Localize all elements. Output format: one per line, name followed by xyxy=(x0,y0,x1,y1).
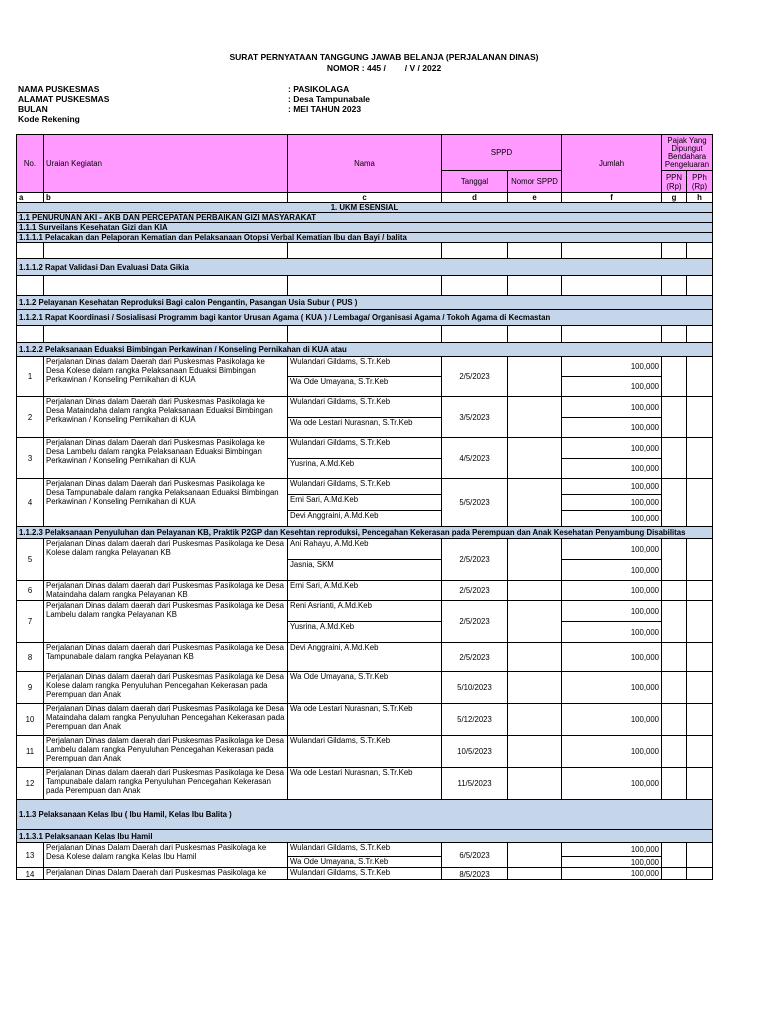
traveler-name: Jasnia, SKM xyxy=(288,560,442,581)
col-header-tanggal: Tanggal xyxy=(442,171,508,193)
amount: 100,000 xyxy=(562,704,662,736)
row-number: 5 xyxy=(17,539,44,581)
table-row xyxy=(17,438,713,459)
sppd-number xyxy=(508,539,562,581)
activity-description: Perjalanan Dinas dalam Daerah dari Puskesmas Pasikolaga ke Desa Mataindaha dalam rangka Pelaksanaan Eduaksi Bimbingan Perkawinan / Konseling Pernikahan di KUA xyxy=(44,397,288,438)
col-header-ppn: PPN (Rp) xyxy=(662,171,687,193)
table-row xyxy=(17,704,713,736)
ppn-cell xyxy=(662,479,687,527)
section-1-1-2-3: 1.1.2.3 Pelaksanaan Penyuluhan dan Pelayanan KB, Praktik P2GP dan Kesehtan reproduksi, Pencegahan Kekerasan pada Perempuan dan Anak Kesehatan Penyambung Disabilitas xyxy=(17,527,713,539)
row-number: 14 xyxy=(17,868,44,880)
sppd-number xyxy=(508,736,562,768)
travel-date: 8/5/2023 xyxy=(442,868,508,880)
travel-date: 10/5/2023 xyxy=(442,736,508,768)
amount: 100,000 xyxy=(562,511,662,527)
nomor-label: NOMOR : 445 / xyxy=(326,63,386,73)
table-row xyxy=(17,643,713,672)
section-1-1-3-1: 1.1.3.1 Pelaksanaan Kelas Ibu Hamil xyxy=(17,830,713,843)
col-letter-e: e xyxy=(508,193,562,203)
traveler-name: Erni Sari, A.Md.Keb xyxy=(288,581,442,601)
travel-date: 11/5/2023 xyxy=(442,768,508,800)
table-row xyxy=(17,768,713,800)
row-number: 8 xyxy=(17,643,44,672)
table-row xyxy=(17,479,713,495)
amount: 100,000 xyxy=(562,495,662,511)
sppd-number xyxy=(508,438,562,479)
traveler-name: Wulandari Gildams, S.Tr.Keb xyxy=(288,843,442,857)
traveler-name: Wulandari Gildams, S.Tr.Keb xyxy=(288,397,442,418)
amount: 100,000 xyxy=(562,768,662,800)
amount: 100,000 xyxy=(562,459,662,479)
travel-date: 5/10/2023 xyxy=(442,672,508,704)
pph-cell xyxy=(687,868,713,880)
activity-description: Perjalanan Dinas dalam daerah dari Puskesmas Pasikolaga ke Desa Tampunabale dalam rangka Penyuluhan Pencegahan Kekerasan pada Perempuan dan Anak xyxy=(44,768,288,800)
col-header-pph: PPh (Rp) xyxy=(687,171,713,193)
row-number: 13 xyxy=(17,843,44,868)
sppd-number xyxy=(508,843,562,868)
sppd-number xyxy=(508,672,562,704)
table-row xyxy=(17,397,713,418)
sppd-number xyxy=(508,397,562,438)
info-value-bulan: : MEI TAHUN 2023 xyxy=(288,104,362,114)
travel-date: 2/5/2023 xyxy=(442,601,508,643)
col-letter-f: f xyxy=(562,193,662,203)
section-1-1-3: 1.1.3 Pelaksanaan Kelas Ibu ( Ibu Hamil, Kelas Ibu Balita ) xyxy=(17,800,713,830)
col-header-nomor-sppd: Nomor SPPD xyxy=(508,171,562,193)
traveler-name: Yusrina, A.Md.Keb xyxy=(288,459,442,479)
amount: 100,000 xyxy=(562,560,662,581)
pph-cell xyxy=(687,479,713,527)
traveler-name: Wa ode Lestari Nurasnan, S.Tr.Keb xyxy=(288,418,442,438)
row-number: 1 xyxy=(17,357,44,397)
ppn-cell xyxy=(662,768,687,800)
travel-date: 6/5/2023 xyxy=(442,843,508,868)
pph-cell xyxy=(687,357,713,397)
amount: 100,000 xyxy=(562,622,662,643)
amount: 100,000 xyxy=(562,857,662,868)
activity-description: Perjalanan Dinas dalam Daerah dari Puskesmas Pasikolaga ke Desa Lambelu dalam rangka Pelaksanaan Eduaksi Bimbingan Perkawinan / Konseling Pernikahan di KUA xyxy=(44,438,288,479)
section-1-1: 1.1 PENURUNAN AKI - AKB DAN PERCEPATAN PERBAIKAN GIZI MASYARAKAT xyxy=(17,213,713,223)
ppn-cell xyxy=(662,843,687,868)
info-label-kode-rekening: Kode Rekening xyxy=(18,114,80,124)
sppd-number xyxy=(508,601,562,643)
travel-date: 2/5/2023 xyxy=(442,643,508,672)
sppd-number xyxy=(508,768,562,800)
pph-cell xyxy=(687,601,713,643)
table-row xyxy=(17,736,713,768)
amount: 100,000 xyxy=(562,438,662,459)
document-title: SURAT PERNYATAAN TANGGUNG JAWAB BELANJA (PERJALANAN DINAS) xyxy=(229,52,539,62)
sppd-number xyxy=(508,643,562,672)
empty-row xyxy=(17,243,713,259)
travel-date: 5/5/2023 xyxy=(442,479,508,527)
ppn-cell xyxy=(662,704,687,736)
pph-cell xyxy=(687,539,713,581)
section-1-1-2-2: 1.1.2.2 Pelaksanaan Eduaksi Bimbingan Perkawinan / Konseling Pernikahan di KUA atau xyxy=(17,343,713,357)
sppj-table xyxy=(16,134,713,880)
amount: 100,000 xyxy=(562,868,662,880)
col-letter-h: h xyxy=(687,193,713,203)
travel-date: 2/5/2023 xyxy=(442,581,508,601)
col-letter-g: g xyxy=(662,193,687,203)
sppd-number xyxy=(508,479,562,527)
ppn-cell xyxy=(662,736,687,768)
col-header-jumlah: Jumlah xyxy=(562,135,662,193)
col-header-pajak: Pajak Yang Dipungut Bendahara Pengeluaran xyxy=(662,135,713,171)
traveler-name: Erni Sari, A.Md.Keb xyxy=(288,495,442,511)
activity-description: Perjalanan Dinas Dalam Daerah dari Puskesmas Pasikolaga ke Desa Kolese dalam rangka Kelas Ibu Hamil xyxy=(44,843,288,868)
ppn-cell xyxy=(662,438,687,479)
table-row xyxy=(17,539,713,560)
pph-cell xyxy=(687,768,713,800)
col-header-no: No. xyxy=(17,135,44,193)
pph-cell xyxy=(687,736,713,768)
info-label-alamat: ALAMAT PUSKESMAS xyxy=(18,94,110,104)
traveler-name: Devi Anggraini, A.Md.Keb xyxy=(288,511,442,527)
travel-date: 2/5/2023 xyxy=(442,357,508,397)
activity-description: Perjalanan Dinas dalam Daerah dari Puskesmas Pasikolaga ke Desa Tampunabale dalam rangka Pelaksanaan Eduaksi Bimbingan Perkawinan / Konseling Pernikahan di KUA xyxy=(44,479,288,527)
row-number: 10 xyxy=(17,704,44,736)
traveler-name: Wulandari Gildams, S.Tr.Keb xyxy=(288,868,442,880)
info-value-alamat: : Desa Tampunabale xyxy=(288,94,371,104)
pph-cell xyxy=(687,643,713,672)
traveler-name: Reni Asrianti, A.Md.Keb xyxy=(288,601,442,622)
activity-description: Perjalanan Dinas dalam daerah dari Puskesmas Pasikolaga ke Desa Lambelu dalam rangka Penyuluhan Pencegahan Kekerasan pada Perempuan dan Anak xyxy=(44,736,288,768)
ppn-cell xyxy=(662,672,687,704)
amount: 100,000 xyxy=(562,539,662,560)
ppn-cell xyxy=(662,581,687,601)
pph-cell xyxy=(687,704,713,736)
table-row xyxy=(17,601,713,622)
table-row xyxy=(17,843,713,857)
col-header-uraian: Uraian Kegiatan xyxy=(44,135,288,193)
row-number: 7 xyxy=(17,601,44,643)
traveler-name: Wa ode Lestari Nurasnan, S.Tr.Keb xyxy=(288,704,442,736)
pph-cell xyxy=(687,843,713,868)
empty-row xyxy=(17,276,713,296)
activity-description: Perjalanan Dinas Dalam Daerah dari Puskesmas Pasikolaga ke xyxy=(44,868,288,880)
amount: 100,000 xyxy=(562,672,662,704)
section-ukm-esensial: 1. UKM ESENSIAL xyxy=(17,203,713,213)
col-letter-b: b xyxy=(44,193,288,203)
activity-description: Perjalanan Dinas dalam daerah dari Puskesmas Pasikolaga ke Desa Kolese dalam rangka Penyuluhan Pencegahan Kekerasan pada Perempuan dan Anak xyxy=(44,672,288,704)
row-number: 4 xyxy=(17,479,44,527)
row-number: 11 xyxy=(17,736,44,768)
traveler-name: Wulandari Gildams, S.Tr.Keb xyxy=(288,479,442,495)
activity-description: Perjalanan Dinas dalam Daerah dari Puskesmas Pasikolaga ke Desa Kolese dalam rangka Pelaksanaan Eduaksi Bimbingan Perkawinan / Konseling Pernikahan di KUA xyxy=(44,357,288,397)
traveler-name: Yusrina, A.Md.Keb xyxy=(288,622,442,643)
amount: 100,000 xyxy=(562,843,662,857)
pph-cell xyxy=(687,581,713,601)
amount: 100,000 xyxy=(562,736,662,768)
col-header-sppd: SPPD xyxy=(442,135,562,171)
amount: 100,000 xyxy=(562,418,662,438)
travel-date: 4/5/2023 xyxy=(442,438,508,479)
activity-description: Perjalanan Dinas dalam daerah dari Puskesmas Pasikolaga ke Desa Mataindaha dalam rangka Penyuluhan Pencegahan Kekerasan pada Perempuan dan Anak xyxy=(44,704,288,736)
ppn-cell xyxy=(662,601,687,643)
col-header-nama: Nama xyxy=(288,135,442,193)
info-value-puskesmas: : PASIKOLAGA xyxy=(288,84,350,94)
col-letter-d: d xyxy=(442,193,508,203)
pph-cell xyxy=(687,397,713,438)
table-row xyxy=(17,581,713,601)
section-1-1-1: 1.1.1 Surveilans Kesehatan Gizi dan KIA xyxy=(17,223,713,233)
travel-date: 2/5/2023 xyxy=(442,539,508,581)
table-row xyxy=(17,672,713,704)
sppd-number xyxy=(508,704,562,736)
ppn-cell xyxy=(662,539,687,581)
amount: 100,000 xyxy=(562,601,662,622)
section-1-1-1-1: 1.1.1.1 Pelacakan dan Pelaporan Kematian dan Pelaksanaan Otopsi Verbal Kematian Ibu dan Bayi / balita xyxy=(17,233,713,243)
traveler-name: Wulandari Gildams, S.Tr.Keb xyxy=(288,357,442,377)
row-number: 6 xyxy=(17,581,44,601)
ppn-cell xyxy=(662,868,687,880)
document-number xyxy=(0,63,768,73)
row-number: 12 xyxy=(17,768,44,800)
sppd-number xyxy=(508,868,562,880)
amount: 100,000 xyxy=(562,357,662,377)
traveler-name: Wa ode Lestari Nurasnan, S.Tr.Keb xyxy=(288,768,442,800)
traveler-name: Wa Ode Umayana, S.Tr.Keb xyxy=(288,377,442,397)
activity-description: Perjalanan Dinas dalam daerah dari Puskesmas Pasikolaga ke Desa Lambelu dalam rangka Pelayanan KB xyxy=(44,601,288,643)
empty-row xyxy=(17,326,713,343)
row-number: 2 xyxy=(17,397,44,438)
traveler-name: Wa Ode Umayana, S.Tr.Keb xyxy=(288,857,442,868)
ppn-cell xyxy=(662,643,687,672)
pph-cell xyxy=(687,438,713,479)
section-1-1-1-2: 1.1.1.2 Rapat Validasi Dan Evaluasi Data Gikia xyxy=(17,259,713,276)
table-row xyxy=(17,868,713,880)
col-letter-a: a xyxy=(17,193,44,203)
traveler-name: Wa Ode Umayana, S.Tr.Keb xyxy=(288,672,442,704)
info-label-puskesmas: NAMA PUSKESMAS xyxy=(18,84,100,94)
traveler-name: Ani Rahayu, A.Md.Keb xyxy=(288,539,442,560)
ppn-cell xyxy=(662,357,687,397)
section-1-1-2: 1.1.2 Pelayanan Kesehatan Reproduksi Bagi calon Pengantin, Pasangan Usia Subur ( PUS ) xyxy=(17,296,713,310)
nomor-suffix: / V / 2022 xyxy=(404,63,442,73)
section-1-1-2-1: 1.1.2.1 Rapat Koordinasi / Sosialisasi Programm bagi kantor Urusan Agama ( KUA ) / Lembaga/ Organisasi Agama / Tokoh Agama di Kecmastan xyxy=(17,310,713,326)
travel-date: 5/12/2023 xyxy=(442,704,508,736)
sppd-number xyxy=(508,581,562,601)
travel-date: 3/5/2023 xyxy=(442,397,508,438)
amount: 100,000 xyxy=(562,377,662,397)
amount: 100,000 xyxy=(562,581,662,601)
sppd-number xyxy=(508,357,562,397)
col-letter-c: c xyxy=(288,193,442,203)
activity-description: Perjalanan Dinas dalam daerah dari Puskesmas Pasikolaga ke Desa Tampunabale dalam rangka Pelayanan KB xyxy=(44,643,288,672)
row-number: 9 xyxy=(17,672,44,704)
table-row xyxy=(17,357,713,377)
ppn-cell xyxy=(662,397,687,438)
traveler-name: Devi Anggraini, A.Md.Keb xyxy=(288,643,442,672)
traveler-name: Wulandari Gildams, S.Tr.Keb xyxy=(288,438,442,459)
info-label-bulan: BULAN xyxy=(18,104,48,114)
activity-description: Perjalanan Dinas dalam daerah dari Puskesmas Pasikolaga ke Desa Kolese dalam rangka Pelayanan KB xyxy=(44,539,288,581)
amount: 100,000 xyxy=(562,397,662,418)
pph-cell xyxy=(687,672,713,704)
row-number: 3 xyxy=(17,438,44,479)
amount: 100,000 xyxy=(562,643,662,672)
traveler-name: Wulandari Gildams, S.Tr.Keb xyxy=(288,736,442,768)
amount: 100,000 xyxy=(562,479,662,495)
activity-description: Perjalanan Dinas dalam daerah dari Puskesmas Pasikolaga ke Desa Mataindaha dalam rangka Pelayanan KB xyxy=(44,581,288,601)
